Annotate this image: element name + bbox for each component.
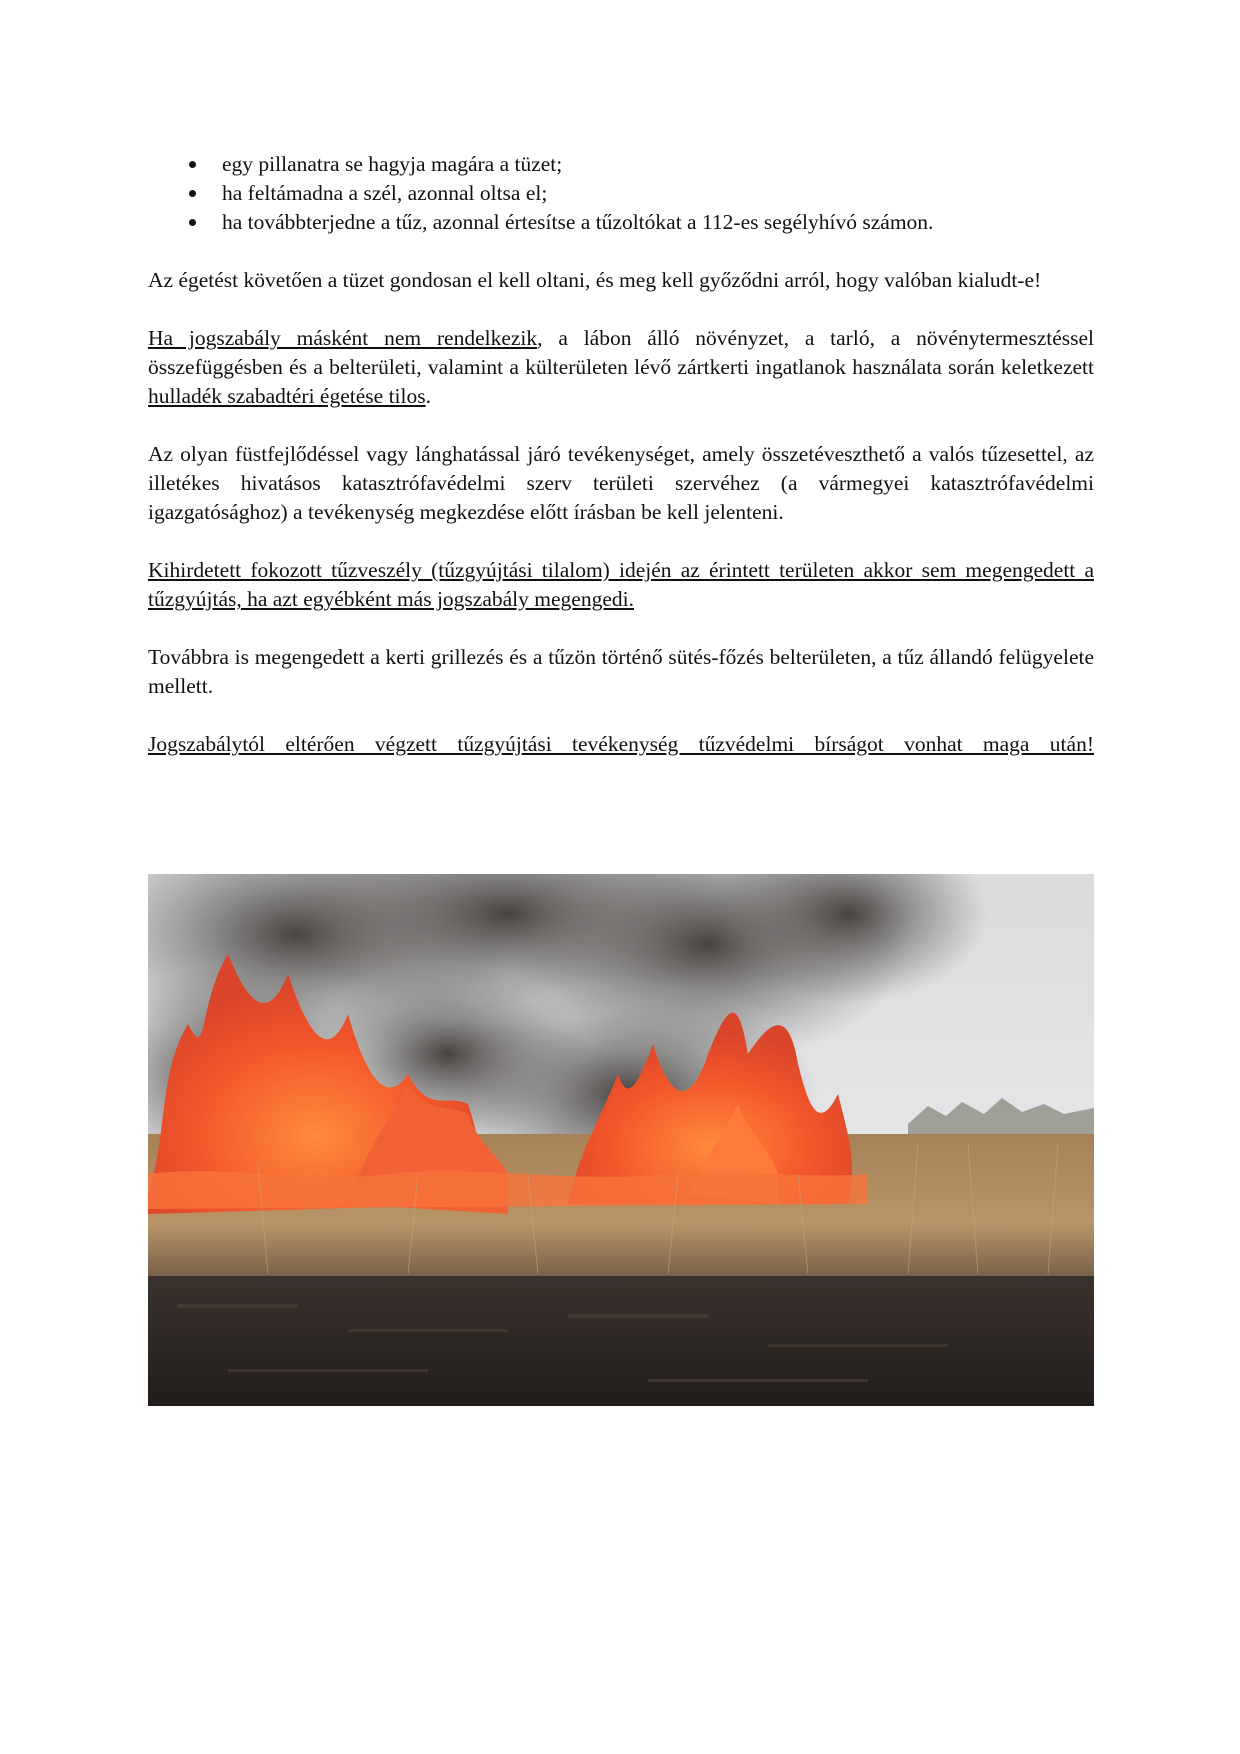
paragraph-extinguish: Az égetést követően a tüzet gondosan el kell oltani, és meg kell győződni arról, hogy valóban kialudt-e! (148, 268, 1042, 292)
paragraph-burning-ban: Ha jogszabály másként nem rendelkezik, a lábon álló növényzet, a tarló, a növénytermesztéssel összefüggésben és a belterületi, valamint a külterületen lévő zártkerti ingatlanok használata során keletkezett hulladék szabadtéri égetése tilos. (148, 326, 1094, 408)
paragraph-grilling: Továbbra is megengedett a kerti grillezés és a tűzön történő sütés-főzés belterületen, a tűz állandó felügyelete mellett. (148, 645, 1094, 698)
paragraph-fire-danger: Kihirdetett fokozott tűzveszély (tűzgyújtási tilalom) idején az érintett területen akkor sem megengedett a tűzgyújtás, ha azt egyébként más jogszabály megengedi. (148, 558, 1094, 611)
paragraph-fine-warning: Jogszabálytól eltérően végzett tűzgyújtási tevékenység tűzvédelmi bírságot vonhat maga után! (148, 732, 1094, 756)
list-item: ha továbbterjedne a tűz, azonnal értesítse a tűzoltókat a 112-es segélyhívó számon. (148, 208, 1094, 237)
document-body (148, 150, 1094, 759)
bullet-icon (189, 190, 196, 197)
bullet-icon (189, 219, 196, 226)
list-item: ha feltámadna a szél, azonnal oltsa el; (148, 179, 1094, 208)
paragraph-reporting: Az olyan füstfejlődéssel vagy lánghatással járó tevékenységet, amely összetéveszthető a valós tűzesettel, az illetékes hivatásos katasztrófavédelmi szerv területi szervéhez (a vármegyei katasztrófavédelmi igazgatósághoz) a tevékenység megkezdése előtt írásban be kell jelenteni. (148, 442, 1094, 524)
instruction-list (148, 150, 1094, 237)
underlined-phrase: hulladék szabadtéri égetése tilos (148, 384, 426, 408)
reed-fire-photo (148, 874, 1094, 1406)
burnt-ground (148, 1276, 1094, 1406)
underlined-phrase: Ha jogszabály másként nem rendelkezik (148, 326, 538, 350)
list-item: egy pillanatra se hagyja magára a tüzet; (148, 150, 1094, 179)
bullet-icon (189, 161, 196, 168)
